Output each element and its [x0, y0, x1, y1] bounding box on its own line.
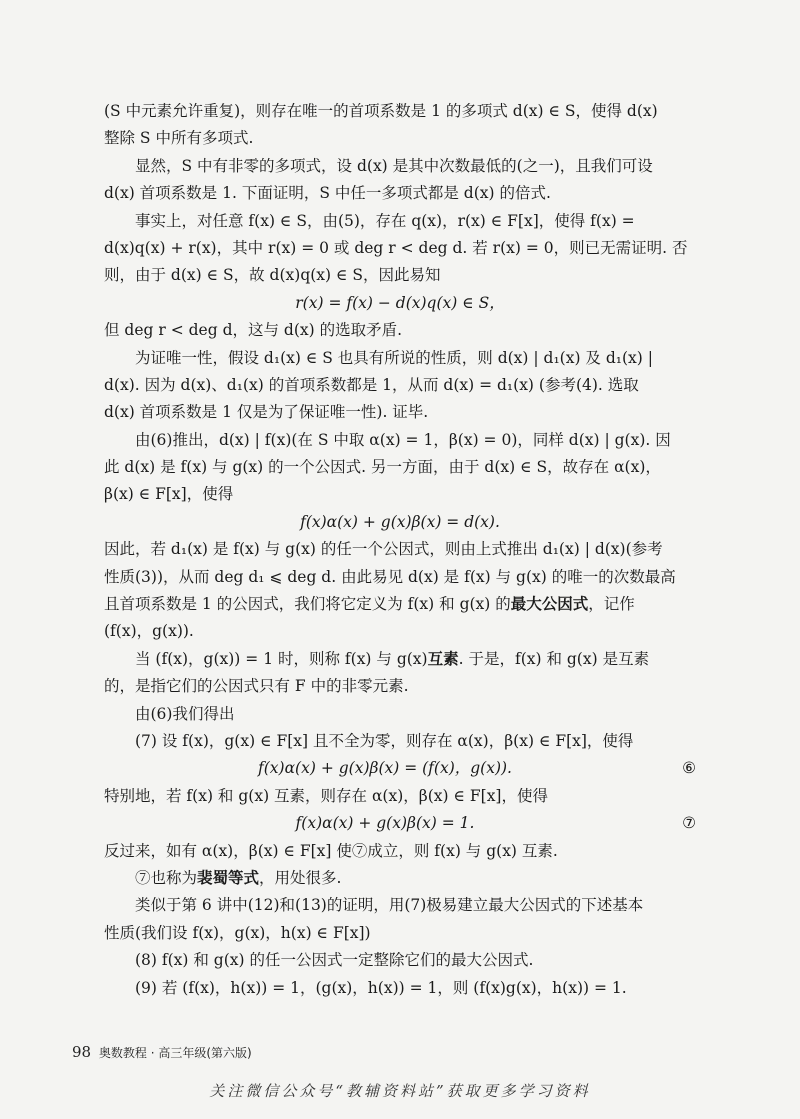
equation-body: f(x)α(x) + g(x)β(x) = (f(x)，g(x)). [258, 759, 512, 778]
text-line: 则，由于 d(x) ∈ S，故 d(x)q(x) ∈ S，因此易知 [104, 266, 441, 285]
text-line: 性质(我们设 f(x)，g(x)，h(x) ∈ F[x]) [104, 923, 371, 942]
equation-number: ⑦ [682, 814, 696, 833]
watermark-text: 关注微信公众号“教辅资料站”获取更多学习资料 [209, 1082, 591, 1100]
text-line: 但 deg r < deg d，这与 d(x) 的选取矛盾. [104, 321, 403, 340]
book-title: 奥数教程 · 高三年级(第六版) [98, 1046, 252, 1060]
text-line: d(x)q(x) + r(x)，其中 r(x) = 0 或 deg r < deg d. 若 r(x) = 0，则已无需证明. 否 [104, 238, 688, 257]
text-fragment: 当 (f(x)，g(x)) = 1 时，则称 f(x) 与 g(x) [135, 649, 428, 668]
text-fragment: ，记作 [588, 595, 635, 614]
equation-number: ⑥ [682, 759, 696, 778]
text-line: 特别地，若 f(x) 和 g(x) 互素，则存在 α(x)，β(x) ∈ F[x]，使得 [104, 786, 548, 805]
text-fragment: ，用处很多. [259, 868, 342, 887]
text-line: 反过来，如有 α(x)，β(x) ∈ F[x] 使⑦成立，则 f(x) 与 g(x) 互素. [104, 841, 558, 860]
text-line: 显然，S 中有非零的多项式，设 d(x) 是其中次数最低的(之一)，且我们可设 [135, 156, 653, 175]
term-coprime: 互素 [427, 649, 459, 668]
numbered-equation-6 [104, 755, 696, 782]
proposition-8: (8) f(x) 和 g(x) 的任一公因式一定整除它们的最大公因式. [135, 951, 534, 970]
text-line: β(x) ∈ F[x]，使得 [104, 485, 234, 504]
text-line: 因此，若 d₁(x) 是 f(x) 与 g(x) 的任一个公因式，则由上式推出 d₁(x) | d(x)(参考 [104, 540, 663, 559]
text-line [104, 865, 696, 892]
text-line: 此 d(x) 是 f(x) 与 g(x) 的一个公因式. 另一方面，由于 d(x) ∈ S，故存在 α(x)， [104, 458, 661, 477]
text-fragment: . 于是，f(x) 和 g(x) 是互素 [458, 649, 650, 668]
proposition-7: (7) 设 f(x)，g(x) ∈ F[x] 且不全为零，则存在 α(x)，β(x) ∈ F[x]，使得 [135, 731, 634, 750]
equation-body: f(x)α(x) + g(x)β(x) = 1. [295, 814, 475, 833]
text-line: 整除 S 中所有多项式. [104, 129, 254, 148]
text-line: d(x) 首项系数是 1. 下面证明，S 中任一多项式都是 d(x) 的倍式. [104, 184, 551, 203]
page-footer [72, 1043, 252, 1061]
display-equation: r(x) = f(x) − d(x)q(x) ∈ S， [295, 293, 505, 312]
text-line [104, 646, 696, 673]
text-line: 类似于第 6 讲中(12)和(13)的证明，用(7)极易建立最大公因式的下述基本 [135, 896, 644, 915]
page-number: 98 [72, 1043, 92, 1061]
text-line: 为证唯一性，假设 d₁(x) ∈ S 也具有所说的性质，则 d(x) | d₁(x) 及 d₁(x) | [135, 348, 653, 367]
text-line: 的，是指它们的公因式只有 F 中的非零元素. [104, 677, 409, 696]
text-line: 事实上，对任意 f(x) ∈ S，由(5)，存在 q(x)，r(x) ∈ F[x]，使得 f(x) = [135, 211, 635, 230]
text-line [104, 591, 696, 618]
proposition-9: (9) 若 (f(x)，h(x)) = 1，(g(x)，h(x)) = 1，则 (f(x)g(x)，h(x)) = 1. [135, 978, 627, 997]
text-line: 性质(3))，从而 deg d₁ ⩽ deg d. 由此易见 d(x) 是 f(x) 与 g(x) 的唯一的次数最高 [104, 567, 676, 586]
text-line: (f(x)，g(x)). [104, 622, 194, 641]
text-line: 由(6)推出，d(x) | f(x)(在 S 中取 α(x) = 1，β(x) = 0)，同样 d(x) | g(x). 因 [135, 430, 671, 449]
display-equation: f(x)α(x) + g(x)β(x) = d(x). [300, 512, 500, 531]
term-bezout-identity: 裴蜀等式 [197, 868, 260, 887]
text-line: d(x) 首项系数是 1 仅是为了保证唯一性). 证毕. [104, 403, 429, 422]
text-fragment: 且首项系数是 1 的公因式，我们将它定义为 f(x) 和 g(x) 的 [104, 595, 511, 614]
page-body [104, 98, 696, 1002]
text-line: (S 中元素允许重复)，则存在唯一的首项系数是 1 的多项式 d(x) ∈ S，使得 d(x) [104, 102, 658, 120]
text-line: 由(6)我们得出 [135, 704, 235, 723]
term-greatest-common-divisor: 最大公因式 [510, 595, 589, 614]
numbered-equation-7 [104, 810, 696, 837]
text-line: d(x). 因为 d(x)、d₁(x) 的首项系数都是 1，从而 d(x) = d₁(x) (参考(4). 选取 [104, 375, 639, 394]
text-fragment: ⑦也称为 [135, 868, 198, 887]
